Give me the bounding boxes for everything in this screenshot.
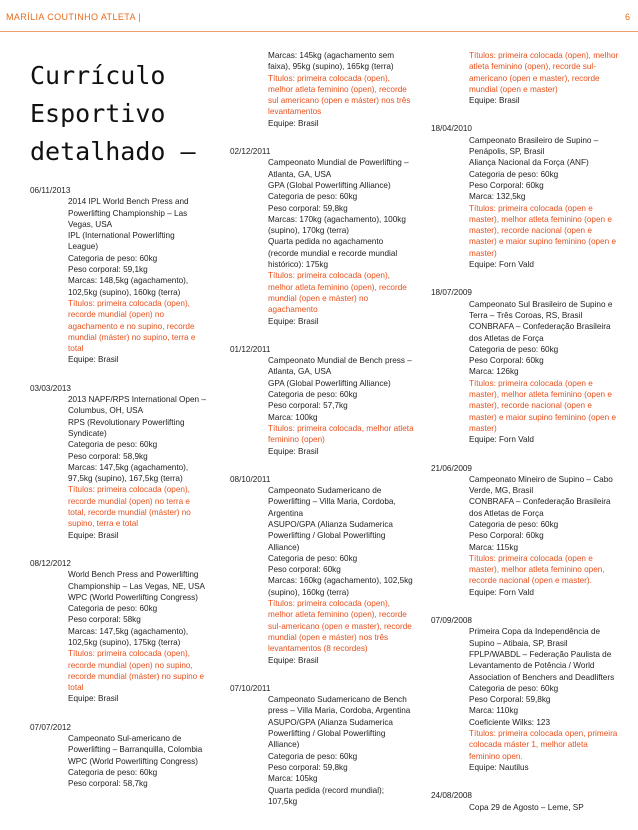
entry-date: 03/03/2013 (30, 383, 71, 393)
entry-detail: Peso Corporal: 59,8kg (469, 695, 551, 705)
entry-detail: Quarta pedida (record mundial); 107,5kg (268, 785, 385, 806)
page-header (0, 8, 638, 26)
entry-titles: Títulos: primeira colocada (open), recorde mundial (open) no terra e total, recorde mundial (máster) no supino, terra e total (68, 485, 191, 529)
entry-team: Equipe: Brasil (268, 655, 319, 665)
entry-detail: Marcas: 148,5kg (agachamento), 102,5kg (supino), 160kg (terra) (68, 276, 189, 297)
entry-list (431, 50, 619, 813)
entry-detail: Peso corporal: 58,7kg (68, 779, 148, 789)
entry-titles: Títulos: primeira colocada (open), recorde mundial (open) no supino, recorde mundial (máster) no supino e total (68, 649, 205, 693)
entry-federation: CONBRAFA – Confederação Brasileira dos Atletas de Força (469, 497, 611, 518)
section-title (30, 57, 206, 171)
entry-detail: Peso corporal: 57,7kg (268, 401, 348, 411)
entry-federation: ASUPO/GPA (Alianza Sudamerica Powerlifting / Global Powerlifting Alliance) (268, 717, 393, 750)
entry-team: Equipe: Brasil (268, 446, 319, 456)
entry-team: Equipe: Brasil (469, 96, 520, 106)
entry-detail: Peso corporal: 59,8kg (268, 762, 348, 772)
entry-detail: Marcas: 145kg (agachamento sem faixa), 95kg (supino), 165kg (terra) (268, 51, 395, 72)
competition-entry (230, 50, 414, 129)
entry-event: Campeonato Mundial de Bench press – Atlanta, GA, USA (268, 356, 412, 377)
entry-detail: Categoria de peso: 60kg (469, 169, 559, 179)
competition-entry (230, 474, 414, 666)
entry-detail: Peso Corporal: 60kg (469, 531, 544, 541)
entry-date: 21/06/2009 (431, 463, 472, 473)
competition-entry (431, 123, 619, 270)
entry-federation: GPA (Global Powerlifting Alliance) (268, 180, 391, 190)
entry-date: 07/10/2011 (230, 683, 271, 693)
entry-detail: Categoria de peso: 60kg (68, 767, 158, 777)
entry-detail: Marca: 105kg (268, 774, 318, 784)
entry-team: Equipe: Forn Vald (469, 260, 534, 270)
entry-federation: RPS (Revolutionary Powerlifting Syndicate) (68, 417, 185, 438)
entry-event: Campeonato Sul Brasileiro de Supino e Terra – Três Coroas, RS, Brasil (469, 299, 613, 320)
competition-entry (30, 185, 206, 366)
entry-titles: Títulos: primeira colocada (open e master), melhor atleta feminino open, recorde nacional (open e master). (469, 553, 605, 586)
entry-detail: Marca: 126kg (469, 367, 519, 377)
header-author: MARÍLIA COUTINHO ATLETA | (6, 12, 142, 22)
entry-titles: Títulos: primeira colocada, melhor atleta feminino (open) (268, 423, 414, 445)
entry-detail: Peso corporal: 58,9kg (68, 451, 148, 461)
entry-date: 08/10/2011 (230, 474, 271, 484)
entry-event: Copa 29 de Agosto – Leme, SP (469, 802, 584, 812)
competition-entry (431, 463, 619, 599)
entry-detail: Marcas: 170kg (agachamento), 100kg (supino), 170kg (terra) (268, 214, 406, 236)
entry-detail: Categoria de peso: 60kg (268, 192, 358, 202)
entry-detail: Marca: 110kg (469, 706, 518, 716)
entry-date: 24/08/2008 (431, 791, 472, 801)
entry-titles: Títulos: primeira colocada open, primeira colocada máster 1, melhor atleta feminino open. (469, 729, 618, 761)
entry-detail: Marcas: 160kg (agachamento), 102,5kg (supino), 160kg (terra) (268, 576, 413, 597)
entry-detail: Marcas: 147,5kg (agachamento), 102,5kg (supino), 175kg (terra) (68, 626, 189, 647)
entry-team: Equipe: Brasil (68, 694, 119, 704)
entry-federation: WPC (World Powerlifting Congress) (68, 592, 198, 602)
page-number: 6 (624, 12, 630, 22)
competition-entry (431, 50, 619, 106)
column-3 (431, 50, 619, 830)
entry-date: 07/07/2012 (30, 722, 71, 732)
entry-titles: Títulos: primeira colocada (open), melhor atleta feminino (open), recorde sul americano (open e máster) nos três levantamentos (268, 73, 411, 117)
entry-detail: Marca: 100kg (268, 412, 318, 422)
entry-detail: Peso corporal: 59,8kg (268, 203, 348, 213)
competition-entry (30, 558, 206, 705)
entry-federation: FPLP/WABDL – Federação Paulista de Levantamento de Potência / World Association of Benchers and Deadlifters (469, 649, 615, 682)
entry-date: 02/12/2011 (230, 147, 271, 157)
entry-team: Equipe: Brasil (268, 316, 319, 326)
entry-event: Campeonato Sudamericano de Bench press – Villa Maria, Cordoba, Argentina (268, 695, 411, 716)
competition-entry (431, 287, 619, 445)
entry-team: Equipe: Forn Vald (469, 587, 534, 597)
entry-event: Campeonato Sul-americano de Powerlifting – Barranquilla, Colombia (68, 734, 203, 755)
entry-event: World Bench Press and Powerlifting Championship – Las Vegas, NE, USA (68, 570, 205, 591)
entry-federation: ASUPO/GPA (Alianza Sudamerica Powerlifting / Global Powerlifting Alliance) (268, 519, 393, 552)
entry-titles: Títulos: primeira colocada (open e master), melhor atleta feminino (open e master), recorde nacional (open e master) e maior supino feminino (open e master) (469, 203, 616, 258)
entry-event: 2014 IPL World Bench Press and Powerlifting Championship – Las Vegas, USA (68, 197, 189, 229)
entry-team: Equipe: Forn Vald (469, 435, 534, 445)
entry-date: 18/04/2010 (431, 124, 472, 134)
competition-entry (230, 683, 414, 807)
entry-titles: Títulos: primeira colocada (open e master), melhor atleta feminino (open e master), recorde nacional (open e master) e maior supino feminino (open e master) (469, 378, 616, 433)
entry-detail: Quarta pedida no agachamento (recorde mundial e recorde mundial histórico): 175kg (268, 237, 398, 270)
competition-entry (30, 722, 206, 790)
entry-date: 07/09/2008 (431, 616, 472, 626)
entry-federation: WPC (World Powerlifting Congress) (68, 756, 198, 766)
entry-date: 08/12/2012 (30, 558, 71, 568)
entry-federation: IPL (International Powerlifting League) (68, 231, 175, 252)
entry-titles: Títulos: primeira colocada (open), melhor atleta feminino (open), recorde sul-americano (open e master), recorde mundial (open e máster) nos três levantamentos (8 recordes) (268, 599, 412, 654)
entry-detail: Categoria de peso: 60kg (268, 553, 358, 563)
title-line: detalhado – (30, 137, 196, 166)
entry-detail: Marca: 132,5kg (469, 192, 526, 202)
entry-team: Equipe: Nautilus (469, 762, 529, 772)
entry-titles: Títulos: primeira colocada (open), melhor atleta feminino (open), recorde mundial (open e máster) no agachamento (268, 271, 407, 315)
entry-date: 06/11/2013 (30, 186, 71, 195)
entry-detail: Marcas: 147,5kg (agachamento), 97,5kg (supino), 167,5kg (terra) (68, 462, 189, 484)
entry-date: 01/12/2011 (230, 344, 271, 354)
entry-event: Campeonato Mundial de Powerlifting – Atlanta, GA, USA (268, 158, 409, 179)
competition-entry (230, 344, 414, 457)
competition-entry (230, 146, 414, 327)
entry-detail: Peso corporal: 58kg (68, 615, 141, 625)
competition-entry (431, 615, 619, 773)
entry-federation: Aliança Nacional da Força (ANF) (469, 158, 589, 168)
entry-event: Primeira Copa da Independência de Supino – Atibaia, SP, Brasil (469, 627, 601, 648)
entry-list (230, 50, 414, 807)
entry-team: Equipe: Brasil (68, 355, 119, 365)
competition-entry (431, 790, 619, 813)
entry-event: 2013 NAPF/RPS International Open – Columbus, OH, USA (68, 395, 206, 416)
entry-detail: Categoria de peso: 60kg (68, 440, 158, 450)
title-line: Currículo (30, 61, 166, 90)
entry-detail: Peso corporal: 60kg (268, 565, 341, 575)
entry-team: Equipe: Brasil (68, 530, 119, 540)
entry-detail: Categoria de peso: 60kg (268, 751, 358, 761)
entry-titles: Títulos: primeira colocada (open), recorde mundial (open) no agachamento e no supino, recorde mundial (máster) no supino, terra e total (68, 298, 196, 354)
entry-detail: Categoria de peso: 60kg (268, 390, 358, 400)
entry-detail: Categoria de peso: 60kg (469, 683, 559, 693)
header-rule (0, 31, 638, 32)
entry-list (30, 185, 206, 790)
entry-detail: Categoria de peso: 60kg (68, 253, 158, 263)
entry-team: Equipe: Brasil (268, 118, 319, 128)
entry-detail: Marca: 115kg (469, 542, 518, 552)
entry-detail: Categoria de peso: 60kg (469, 344, 559, 354)
entry-federation: CONBRAFA – Confederação Brasileira dos Atletas de Força (469, 322, 611, 343)
entry-event: Campeonato Mineiro de Supino – Cabo Verde, MG, Brasil (469, 474, 613, 496)
entry-detail: Categoria de peso: 60kg (68, 604, 158, 614)
entry-date: 18/07/2009 (431, 288, 472, 298)
entry-detail: Peso Corporal: 60kg (469, 356, 544, 366)
entry-detail: Peso corporal: 59,1kg (68, 265, 148, 275)
entry-detail: Categoria de peso: 60kg (469, 519, 559, 529)
competition-entry (30, 383, 206, 541)
entry-event: Campeonato Brasileiro de Supino – Penápolis, SP, Brasil (469, 135, 599, 157)
entry-federation: GPA (Global Powerlifting Alliance) (268, 378, 391, 388)
entry-titles: Títulos: primeira colocada (open), melhor atleta feminino (open), recorde sul-americano (open e master), recorde mundial (open e master) (469, 51, 619, 94)
column-2 (230, 50, 414, 824)
entry-detail: Peso Corporal: 60kg (469, 180, 544, 190)
entry-detail: Coeficiente Wilks: 123 (469, 717, 550, 727)
title-line: Esportivo (30, 99, 166, 128)
column-1 (30, 57, 206, 807)
entry-event: Campeonato Sudamericano de Powerlifting – Villa Maria, Cordoba, Argentina (268, 486, 396, 518)
